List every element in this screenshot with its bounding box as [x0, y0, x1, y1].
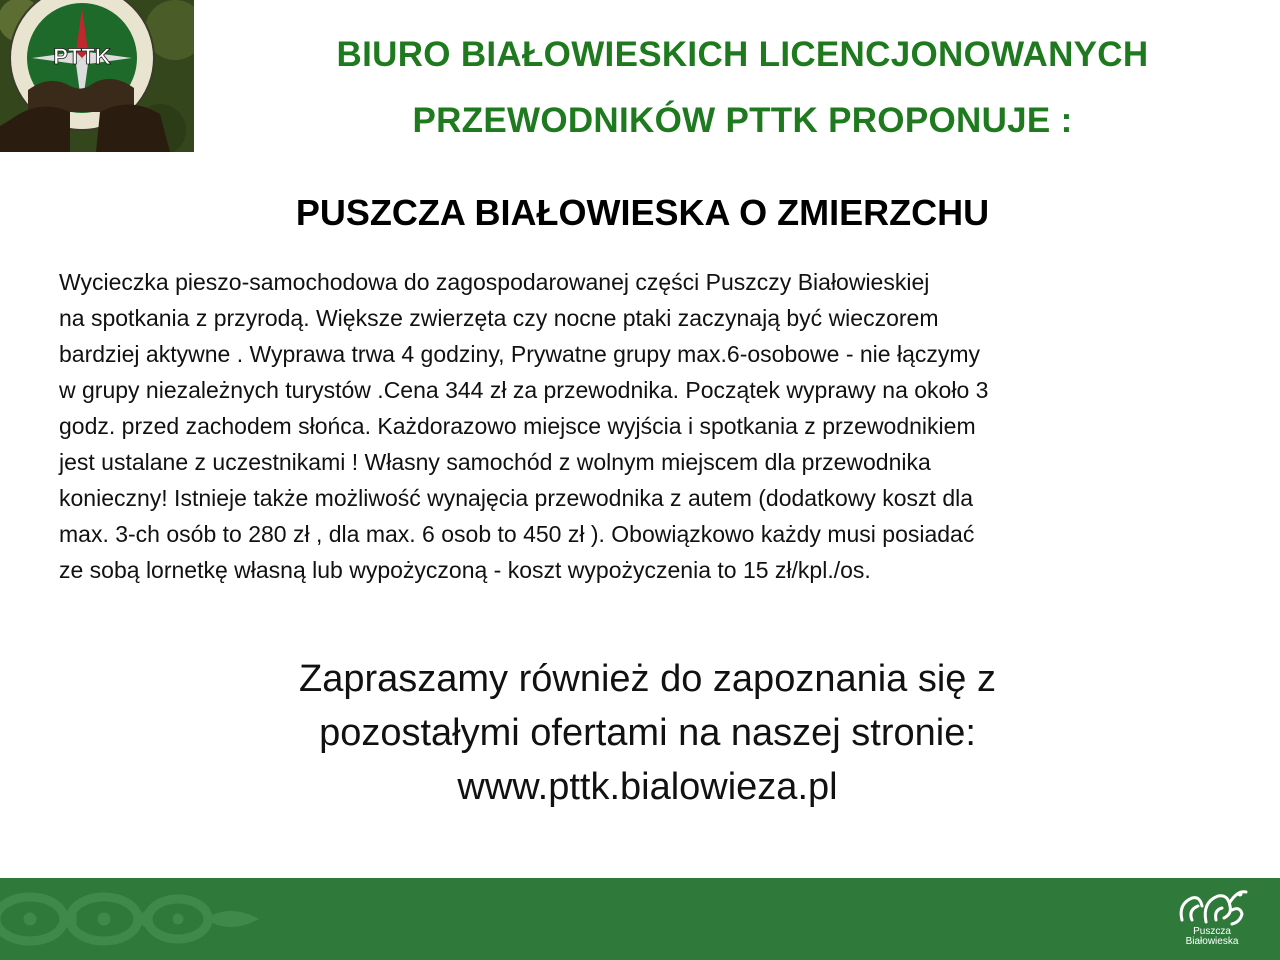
- invitation: [0, 652, 1280, 814]
- description-line: godz. przed zachodem słońca. Każdorazowo miejsce wyjścia i spotkania z przewodnikiem: [59, 413, 976, 439]
- description-line: max. 3-ch osób to 280 zł , dla max. 6 osob to 450 zł ). Obowiązkowo każdy musi posiadać: [59, 521, 975, 547]
- footer-logo-line-2: Białowieska: [1185, 936, 1239, 947]
- description-line: w grupy niezależnych turystów .Cena 344 zł za przewodnika. Początek wyprawy na około 3: [59, 377, 989, 403]
- description-line: bardziej aktywne . Wyprawa trwa 4 godziny, Prywatne grupy max.6-osobowe - nie łączymy: [59, 341, 981, 367]
- footer-band: [0, 878, 1280, 960]
- offer-description: [59, 264, 1249, 588]
- invitation-line-1: Zapraszamy również do zapoznania się z: [298, 658, 996, 700]
- pttk-emblem-icon: [0, 0, 194, 152]
- header-title: [210, 22, 1275, 154]
- footer-logo-text: [1168, 927, 1256, 947]
- pttk-logo-text: PTTK: [53, 44, 111, 69]
- folk-ornament-icon: [0, 878, 300, 960]
- footer-logo-line-1: Puszcza: [1193, 926, 1231, 937]
- description-line: ze sobą lornetkę własną lub wypożyczoną - koszt wypożyczenia to 15 zł/kpl./os.: [59, 557, 871, 583]
- invitation-line-2: pozostałymi ofertami na naszej stronie:: [319, 712, 976, 754]
- offer-title: PUSZCZA BIAŁOWIESKA O ZMIERZCHU: [295, 192, 990, 233]
- header-line-1: BIURO BIAŁOWIESKICH LICENCJONOWANYCH: [336, 35, 1149, 74]
- description-line: konieczny! Istnieje także możliwość wynajęcia przewodnika z autem (dodatkowy koszt dla: [59, 485, 974, 511]
- description-line: Wycieczka pieszo-samochodowa do zagospodarowanej części Puszczy Białowieskiej: [59, 269, 930, 295]
- website-link[interactable]: www.pttk.bialowieza.pl: [457, 766, 838, 808]
- description-line: na spotkania z przyrodą. Większe zwierzęta czy nocne ptaki zaczynają być wieczorem: [59, 305, 939, 331]
- header-line-2: PRZEWODNIKÓW PTTK PROPONUJE :: [412, 101, 1073, 140]
- pttk-logo: [0, 0, 194, 152]
- description-line: jest ustalane z uczestnikami ! Własny samochód z wolnym miejscem dla przewodnika: [59, 449, 931, 475]
